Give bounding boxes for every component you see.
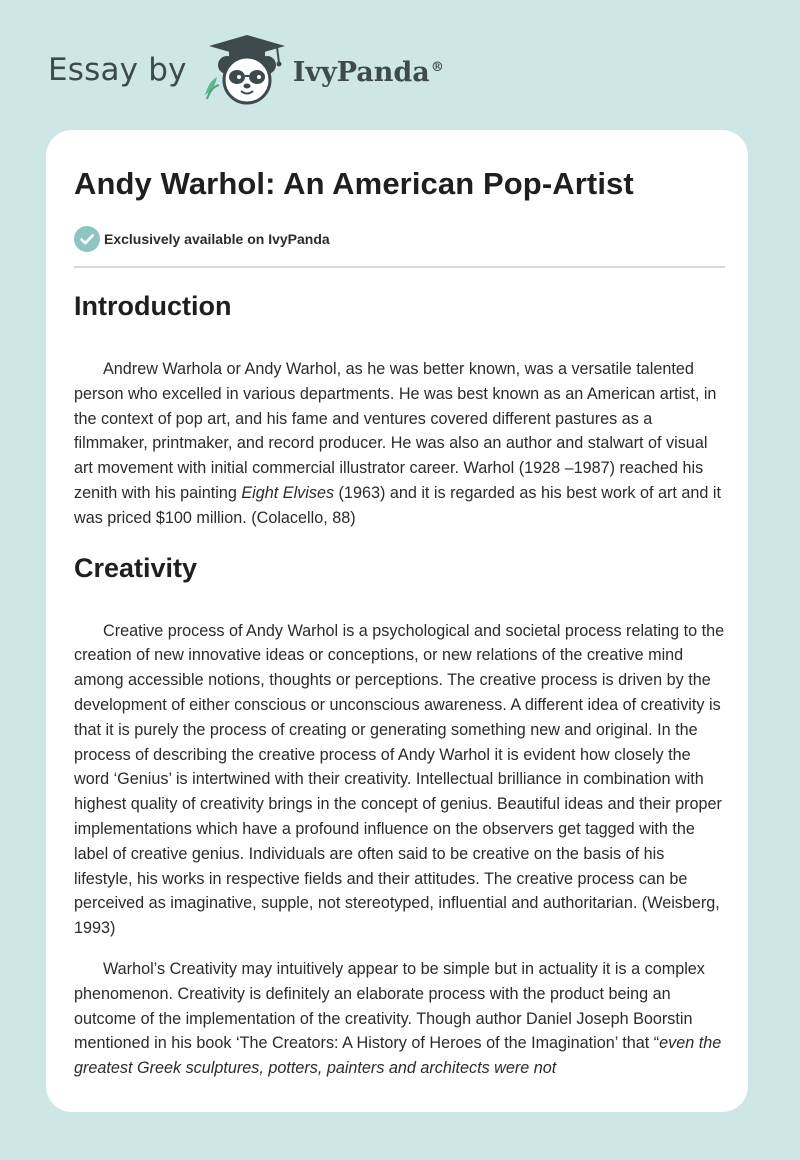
- text-run: Creative process of Andy Warhol is a psychological and societal process relating to the creation of new innovative ideas or conceptions, or new relations of the creative mind among accessible notions, thoughts or perceptions. The creative process is driven by the development of either conscious or unconscious awareness. A different idea of creativity is that it is purely the process of creating or generating something new and original. In the process of describing the creative process of Andy Warhol it is evident how closely the word ‘Genius’ is intertwined with their creativity. Intellectual brilliance in combination with highest quality of creativity brings in the concept of genius. Beautiful ideas and their proper implementations which have a profound influence on the observers get tagged with the label of creative genius. Individuals are often said to be creative on the basis of his lifestyle, his works in respective fields and their attitudes. The creative process can be perceived as imaginative, supple, not stereotyped, influential and authoritarian. (Weisberg, 1993): [74, 621, 725, 938]
- essay-card: [46, 130, 748, 1112]
- text-run: Andrew Warhola or Andy Warhol, as he was better known, was a versatile talented person who excelled in various departments. He was best known as an American artist, in the context of pop art, and his fame and ventures covered different pastures as a filmmaker, printmaker, and record producer. He was also an author and stalwart of visual art movement with initial commercial illustrator career. Warhol (1928 –1987) reached his zenith with his painting: [74, 360, 717, 502]
- exclusive-label: Exclusively available on IvyPanda: [104, 231, 330, 247]
- section-heading-introduction: Introduction: [74, 291, 232, 321]
- paragraph: [74, 357, 725, 531]
- title-divider: [74, 266, 725, 268]
- exclusive-badge: [74, 226, 725, 252]
- panda-logo-icon[interactable]: [199, 33, 295, 107]
- brand-name[interactable]: IvyPanda®: [292, 56, 444, 88]
- paragraph: [74, 619, 725, 941]
- paragraph: [74, 957, 725, 1081]
- essay-by-label: Essay by: [48, 52, 187, 88]
- check-circle-icon: [74, 226, 100, 252]
- text-run: Warhol’s Creativity may intuitively appear to be simple but in actuality it is a complex phenomenon. Creativity is definitely an elaborate process with the product being an outcome of the implementation of the creativity. Though author Daniel Joseph Boorstin mentioned in his book ‘The Creators: A History of Heroes of the Imagination’ that “: [74, 959, 705, 1053]
- italic-text: Eight Elvises: [241, 483, 335, 502]
- italic-text: even the greatest Greek sculptures, potters, painters and architects were not: [74, 1034, 722, 1078]
- section-heading-creativity: Creativity: [74, 552, 198, 583]
- site-header: [48, 30, 444, 110]
- text-run: (1963) and it is regarded as his best work of art and it was priced $100 million. (Colacello, 88): [74, 483, 721, 527]
- page-title: Andy Warhol: An American Pop-Artist: [74, 166, 634, 201]
